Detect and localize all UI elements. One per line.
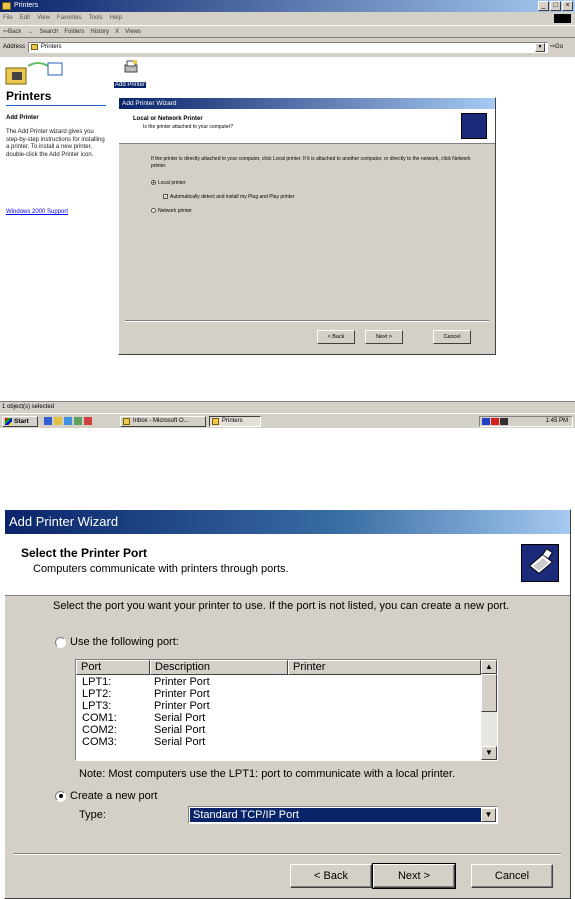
address-label: Address [3, 44, 26, 50]
address-input[interactable] [28, 42, 548, 53]
port-type-dropdown-button[interactable]: ▼ [481, 808, 496, 822]
scroll-down-button[interactable]: ▼ [481, 746, 497, 760]
use-following-port-option[interactable]: Use the following port: [55, 636, 179, 648]
tray-network-icon[interactable] [482, 418, 490, 425]
explorer-content [0, 57, 575, 401]
folders-button[interactable]: Folders [64, 29, 85, 35]
menu-favorites[interactable]: Favorites [56, 15, 82, 21]
local-printer-option[interactable]: Local printer [151, 180, 186, 186]
explorer-title: Printers [14, 2, 39, 9]
port-type-label: Type: [79, 809, 106, 821]
dialog-header [119, 109, 495, 144]
views-button[interactable]: Views [125, 29, 141, 35]
local-printer-radio[interactable] [151, 180, 156, 185]
shortcut-icon[interactable] [84, 417, 92, 425]
dialog-titlebar: Add Printer Wizard [5, 510, 570, 534]
cancel-button[interactable]: Cancel [433, 330, 471, 344]
address-dropdown-button[interactable]: ▼ [535, 43, 545, 52]
heading-divider [6, 105, 106, 106]
dialog-separator [13, 853, 561, 855]
next-button[interactable]: Next > [373, 864, 455, 888]
maximize-button[interactable]: □ [550, 1, 561, 11]
history-button[interactable]: History [90, 29, 110, 35]
desktop-icon[interactable] [64, 417, 72, 425]
printer-wizard-icon [461, 113, 487, 139]
plug-and-play-option[interactable]: ✓ Automatically detect and install my Plug and Play printer [164, 194, 295, 200]
port-row-lpt2[interactable]: LPT2: Printer Port [82, 688, 210, 700]
column-port[interactable]: Port [76, 660, 150, 675]
windows-support-link[interactable]: Windows 2000 Support [6, 209, 69, 215]
next-button[interactable]: Next > [365, 330, 403, 344]
menu-edit[interactable]: Edit [19, 15, 31, 21]
minimize-button[interactable]: _ [538, 1, 549, 11]
port-row-com2[interactable]: COM2: Serial Port [82, 724, 206, 736]
taskbar [0, 413, 575, 428]
port-list-scrollbar[interactable] [481, 660, 497, 760]
create-new-port-option[interactable]: Create a new port [55, 790, 157, 802]
address-bar [0, 40, 575, 55]
dialog-header [5, 534, 570, 596]
select-printer-port-dialog [4, 509, 571, 899]
port-row-com1[interactable]: COM1: Serial Port [82, 712, 206, 724]
back-button[interactable]: < Back [290, 864, 372, 888]
printer-wizard-icon [521, 544, 559, 582]
cancel-button[interactable]: Cancel [471, 864, 553, 888]
printers-folder-icon [31, 44, 38, 50]
page-title: Printers [6, 89, 52, 103]
close-button[interactable]: × [562, 1, 573, 11]
status-bar: 1 object(s) selected [0, 401, 575, 412]
create-new-port-radio[interactable] [55, 791, 66, 802]
dialog-titlebar: Add Printer Wizard [119, 98, 495, 109]
back-button[interactable]: ⇦Back [3, 29, 22, 35]
dialog-heading: Local or Network Printer [133, 116, 203, 122]
add-printer-label[interactable]: Add Printer [115, 82, 146, 88]
network-printer-option[interactable]: Network printer [151, 208, 192, 214]
media-icon[interactable] [74, 417, 82, 425]
column-printer[interactable]: Printer [288, 660, 481, 675]
port-type-value: Standard TCP/IP Port [190, 808, 481, 822]
address-value: Printers [41, 44, 62, 50]
clock: 1:45 PM [545, 418, 568, 424]
search-button[interactable]: Search [39, 29, 59, 35]
instruction-text: Select the port you want your printer to use. If the port is not listed, you can create a new port. [53, 600, 510, 612]
tray-alert-icon[interactable] [491, 418, 499, 425]
port-note: Note: Most computers use the LPT1: port to communicate with a local printer. [79, 768, 456, 780]
forward-button[interactable]: → [27, 29, 34, 35]
local-network-printer-dialog [118, 97, 496, 355]
scroll-thumb[interactable] [481, 674, 497, 712]
port-row-lpt3[interactable]: LPT3: Printer Port [82, 700, 210, 712]
menu-tools[interactable]: Tools [88, 15, 103, 21]
port-type-select[interactable] [188, 806, 498, 824]
port-list[interactable] [75, 659, 498, 761]
quick-launch [44, 417, 92, 425]
port-row-lpt1[interactable]: LPT1: Printer Port [82, 676, 210, 688]
dialog-heading: Select the Printer Port [21, 546, 148, 560]
go-button[interactable]: ⇨Go [550, 44, 564, 50]
inbox-icon [123, 418, 130, 425]
taskbar-inbox-button[interactable]: Inbox - Microsoft O... [120, 416, 206, 427]
dialog-subheading: Computers communicate with printers through ports. [33, 563, 289, 575]
dialog-subheading: Is the printer attached to your computer? [143, 124, 234, 130]
use-following-port-radio[interactable] [55, 637, 66, 648]
delete-button[interactable]: X [115, 29, 120, 35]
menu-bar [0, 13, 575, 24]
outlook-icon[interactable] [54, 417, 62, 425]
explorer-titlebar [0, 0, 575, 12]
plug-and-play-checkbox[interactable]: ✓ [164, 194, 168, 200]
back-button[interactable]: < Back [317, 330, 355, 344]
tray-volume-icon[interactable] [500, 418, 508, 425]
menu-file[interactable]: File [3, 15, 13, 21]
system-tray [479, 416, 573, 427]
add-printer-icon[interactable] [124, 60, 138, 74]
windows-flag-icon [5, 418, 12, 425]
network-printer-radio[interactable] [151, 208, 156, 213]
menu-help[interactable]: Help [109, 15, 122, 21]
column-description[interactable]: Description [150, 660, 288, 675]
start-button[interactable]: Start [2, 416, 38, 427]
windows-logo-icon [554, 14, 571, 23]
port-row-com3[interactable]: COM3: Serial Port [82, 736, 206, 748]
taskbar-printers-button[interactable]: Printers [209, 416, 261, 427]
web-view-pane [0, 57, 112, 401]
standard-toolbar [0, 25, 575, 38]
menu-view[interactable]: View [37, 15, 50, 21]
printers-folder-icon [2, 2, 11, 10]
scroll-up-button[interactable]: ▲ [481, 660, 497, 674]
dialog-separator [125, 320, 489, 322]
internet-explorer-icon[interactable] [44, 417, 52, 425]
selected-item-title: Add Printer [6, 115, 39, 121]
printers-folder-icon [212, 418, 219, 425]
selected-item-description: The Add Printer wizard gives you step-by-step instructions for installing a printer. To install a new printer, double-click the Add Printer icon. [6, 129, 105, 158]
port-list-header [76, 660, 481, 675]
explorer-window [0, 0, 575, 428]
printers-banner-icon [4, 60, 74, 88]
dialog-body-text: If the printer is directly attached to your computer, click Local printer. If it is attached to another computer, or directly to the network, click Network printer. [151, 156, 471, 169]
